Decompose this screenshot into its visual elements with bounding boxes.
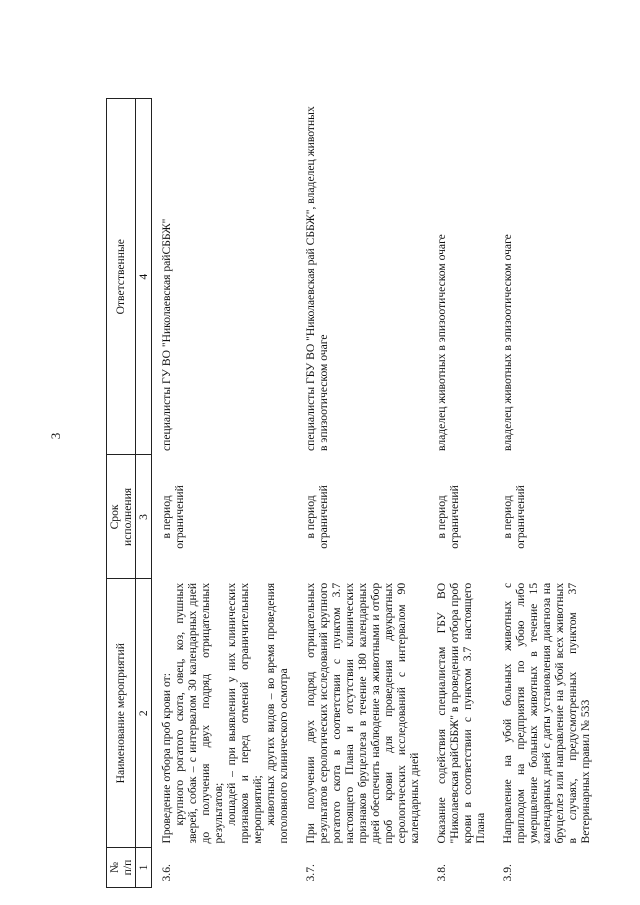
row-measure [151,579,295,848]
term-line1: в период [159,495,173,539]
measure-paragraph: животных других видов – во время проведения поголовного клинического осмотра [263,582,290,844]
term-line2: ограничений [513,485,527,549]
row-measure [296,579,427,848]
column-number-4: 4 [135,99,151,455]
row-responsible: специалисты ГБУ ВО "Николаевская рай СББЖ", владелец животных в эпизоотическом очаге [303,106,330,451]
header-term-line2: исполнения [120,487,134,546]
measure-paragraph: Направление на убой больных животных с приплодом на предприятия по убою либо умерщвление больных животных в течение 15 календарных дней с даты установления диагноза на бруцеллез или направление на убой всех животных в случаях, предусмотренных пунктом 37 Ветеринарных правил № 533 [500,582,592,844]
row-term [493,455,598,579]
row-responsible: владелец животных в эпизоотическом очаге [500,234,514,451]
row-term [151,455,295,579]
header-number [107,848,136,888]
measure-paragraph: лошадей – при выявлении у них клинических признаков и перед отменой ограничительных мероприятий; [224,582,264,844]
row-term [427,455,493,579]
row-measure [427,579,493,848]
measure-paragraph: Оказание содействия специалистам ГБУ ВО "Николаевская райСББЖ" в проведении отбора проб крови в соответствии с пунктом 3.7 настоящего Плана [434,582,487,844]
measures-table [106,98,597,888]
row-number: 3.7. [303,864,317,882]
row-responsible: специалисты ГУ ВО "Николаевская райСББЖ" [159,218,173,451]
measure-paragraph: крупного рогатого скота, овец, коз, пушных зверей, собак – с интервалом 30 календарных дней до получения двух подряд отрицательных результатов; [172,582,225,844]
header-number-line1: № [108,861,121,874]
row-number: 3.8. [434,864,448,882]
row-measure [493,579,598,848]
header-term [107,455,136,579]
table-row [493,99,598,888]
column-number-2: 2 [135,579,151,848]
header-number-line2: п/п [120,859,134,876]
header-name [107,579,136,848]
header-responsible-text: Ответственные [114,239,128,315]
page-number: 3 [48,432,63,440]
term-line1: в период [500,495,514,539]
row-term [296,455,427,579]
row-number: 3.6. [159,864,173,882]
table-row [151,99,295,888]
row-number: 3.9. [500,864,514,882]
header-name-text: Наименование мероприятий [114,643,128,784]
column-number-3: 3 [135,455,151,579]
rotated-table-container [106,98,592,888]
term-line1: в период [303,495,317,539]
column-number-1: 1 [135,848,151,888]
table-row [296,99,427,888]
term-line2: ограничений [447,485,461,549]
row-responsible: владелец животных в эпизоотическом очаге [434,234,448,451]
header-responsible [107,99,136,455]
header-term-line1: Срок [108,504,121,530]
table-row [427,99,493,888]
term-line1: в период [434,495,448,539]
term-line2: ограничений [172,485,186,549]
measure-paragraph: При получении двух подряд отрицательных результатов серологических исследований крупного рогатого скота в соответствии с пунктом 3.7 настоящего Плана и отсутствии клинических признаков бруцеллеза в течение 180 календарных дней обеспечить наблюдение за животными и отбор проб крови для проведения двукратных серологических исследований с интервалом 90 календарных дней [303,582,421,844]
measure-paragraph: Проведение отбора проб крови от: [159,673,173,844]
term-line2: ограничений [316,485,330,549]
